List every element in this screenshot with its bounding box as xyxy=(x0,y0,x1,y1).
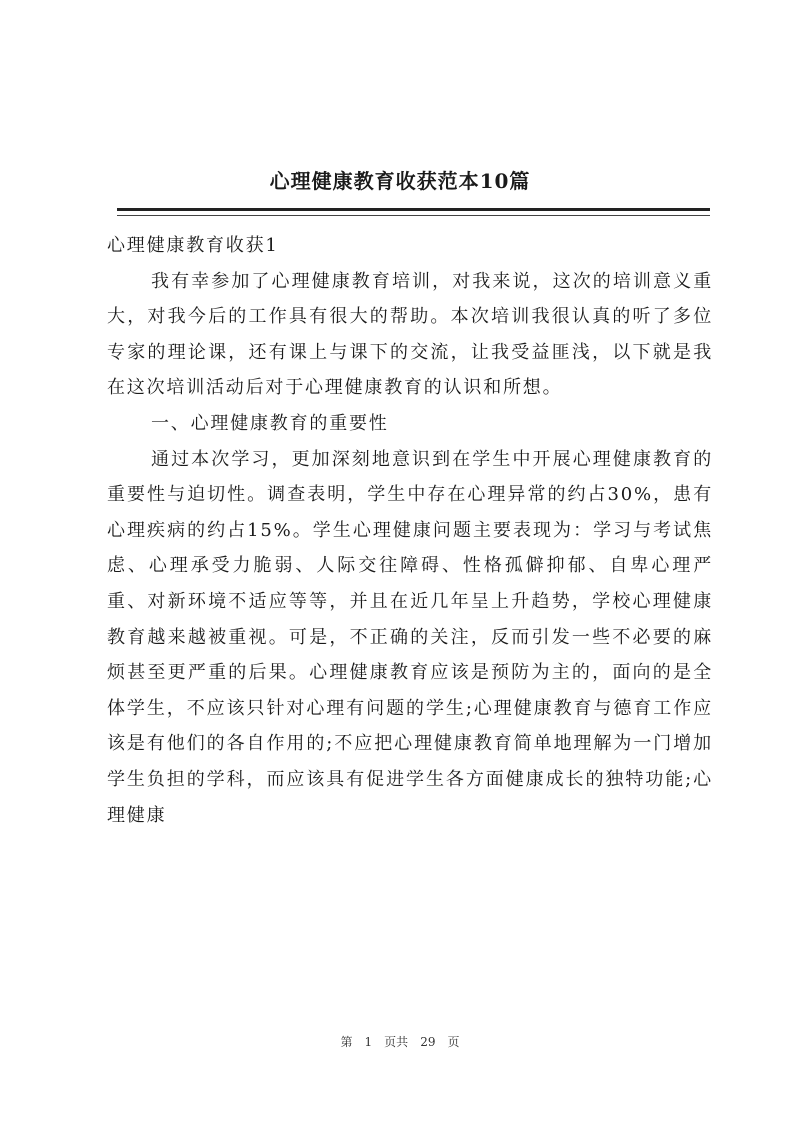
footer-prefix: 第 xyxy=(340,1035,353,1049)
section-heading: 心理健康教育收获1 xyxy=(107,235,279,256)
title-divider-thin xyxy=(117,215,710,216)
footer-total-pages: 29 xyxy=(420,1035,436,1049)
document-body xyxy=(107,228,713,833)
page-title: 心理健康教育收获范本10篇 xyxy=(269,169,531,193)
subsection-heading: 一、心理健康教育的重要性 xyxy=(151,412,389,434)
page-footer xyxy=(0,1033,800,1050)
footer-suffix: 页 xyxy=(447,1035,460,1049)
footer-mid: 页共 xyxy=(384,1035,409,1049)
body-paragraph-importance: 通过本次学习，更加深刻地意识到在学生中开展心理健康教育的重要性与迫切性。调查表明，学生中存在心理异常的约占30%，患有心理疾病的约占15%。学生心理健康问题主要表现为：学习与考试焦虑、心理承受力脆弱、人际交往障碍、性格孤僻抑郁、自卑心理严重、对新环境不适应等等，并且在近几年呈上升趋势，学校心理健康教育越来越被重视。可是，不正确的关注，反而引发一些不必要的麻烦甚至更严重的后果。心理健康教育应该是预防为主的，面向的是全体学生，不应该只针对心理有问题的学生;心理健康教育与德育工作应该是有他们的各自作用的;不应把心理健康教育简单地理解为一门增加学生负担的学科，而应该具有促进学生各方面健康成长的独特功能;心理健康 xyxy=(107,448,713,826)
body-paragraph-intro: 我有幸参加了心理健康教育培训，对我来说，这次的培训意义重大，对我今后的工作具有很大的帮助。本次培训我很认真的听了多位专家的理论课，还有课上与课下的交流，让我受益匪浅，以下就是我在这次培训活动后对于心理健康教育的认识和所想。 xyxy=(107,270,713,399)
title-divider-thick xyxy=(117,208,710,211)
footer-current-page: 1 xyxy=(364,1035,373,1049)
